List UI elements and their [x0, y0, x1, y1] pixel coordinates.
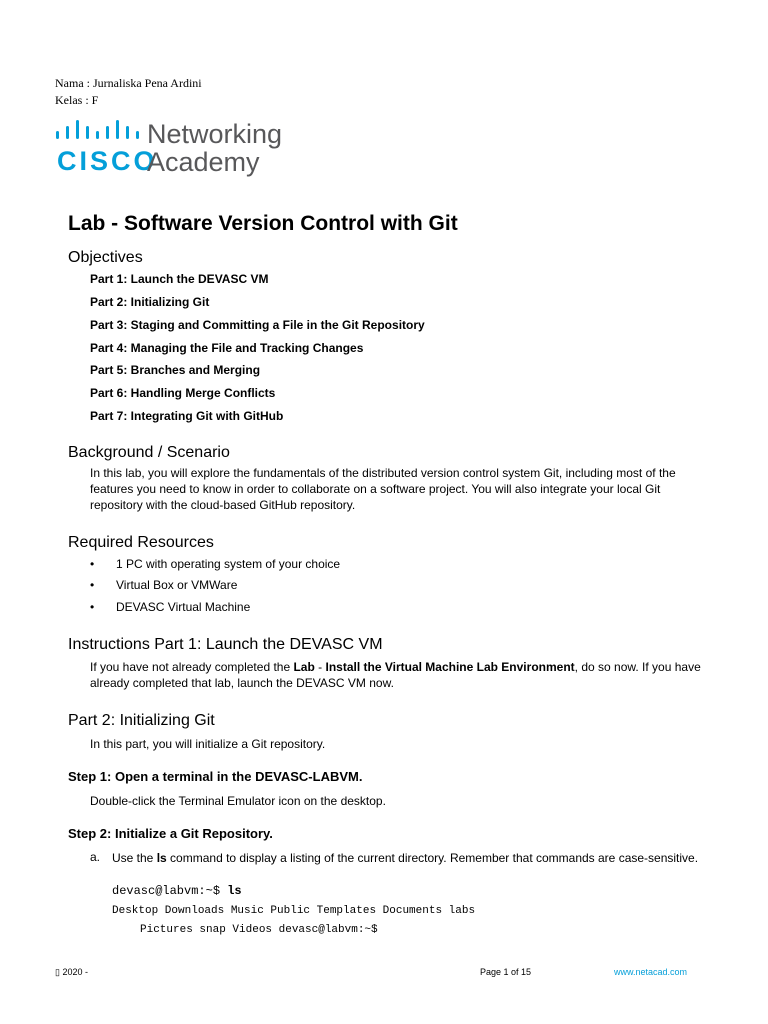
- objective-item: Part 7: Integrating Git with GitHub: [90, 409, 284, 423]
- student-name: Nama : Jurnaliska Pena Ardini: [55, 76, 202, 90]
- step1-heading: Step 1: Open a terminal in the DEVASC-LABVM.: [68, 769, 363, 784]
- objective-item: Part 1: Launch the DEVASC VM: [90, 272, 269, 286]
- step2-a-text: Use the ls command to display a listing of the current directory. Remember that commands are case-sensitive.: [112, 851, 699, 865]
- bullet-icon: •: [90, 600, 95, 614]
- step2-heading: Step 2: Initialize a Git Repository.: [68, 826, 273, 841]
- bullet-icon: •: [90, 557, 95, 571]
- part2-text: In this part, you will initialize a Git repository.: [90, 737, 326, 751]
- document-title: Lab - Software Version Control with Git: [68, 212, 458, 235]
- step1-text: Double-click the Terminal Emulator icon on the desktop.: [90, 794, 386, 808]
- resource-item: • 1 PC with operating system of your choice: [90, 557, 341, 571]
- terminal-output-line: Pictures snap Videos devasc@labvm:~$: [140, 924, 378, 936]
- resource-item: • DEVASC Virtual Machine: [90, 600, 251, 614]
- objective-item: Part 6: Handling Merge Conflicts: [90, 386, 276, 400]
- objective-item: Part 4: Managing the File and Tracking Changes: [90, 341, 364, 355]
- footer-page-number: Page 1 of 15: [480, 967, 532, 977]
- objectives-heading: Objectives: [68, 249, 143, 266]
- logo-networking: Networking: [147, 119, 283, 149]
- resource-item: • Virtual Box or VMWare: [90, 578, 238, 592]
- background-heading: Background / Scenario: [68, 444, 230, 461]
- cisco-wordmark: CISCO: [57, 146, 158, 176]
- background-text: In this lab, you will explore the fundamentals of the distributed version control system Git, including most of the features you need to know in order to collaborate on a software project. You will also integrate your local Git repository with the cloud-based GitHub repository.: [90, 466, 676, 512]
- footer-copyright: ▯ 2020 -: [55, 967, 88, 977]
- objective-item: Part 2: Initializing Git: [90, 295, 210, 309]
- objective-item: Part 3: Staging and Committing a File in the Git Repository: [90, 318, 425, 332]
- terminal-output-line: Desktop Downloads Music Public Templates Documents labs: [112, 905, 476, 917]
- bullet-icon: •: [90, 578, 95, 592]
- student-class: Kelas : F: [55, 93, 99, 107]
- terminal-command-line: devasc@labvm:~$ ls: [112, 884, 242, 898]
- footer-link[interactable]: www.netacad.com: [614, 967, 688, 977]
- resources-heading: Required Resources: [68, 534, 214, 551]
- cisco-networking-academy-logo: [55, 118, 315, 184]
- cisco-bridge-icon: [55, 118, 145, 144]
- objective-item: Part 5: Branches and Merging: [90, 363, 261, 377]
- part1-text: If you have not already completed the Lab - Install the Virtual Machine Lab Environment, do so now. If you have already completed that lab, launch the DEVASC VM now.: [90, 660, 701, 690]
- part2-heading: Part 2: Initializing Git: [68, 712, 215, 729]
- step2-list-marker: a.: [90, 850, 101, 864]
- part1-heading: Instructions Part 1: Launch the DEVASC VM: [68, 636, 383, 653]
- logo-academy: Academy: [147, 147, 260, 177]
